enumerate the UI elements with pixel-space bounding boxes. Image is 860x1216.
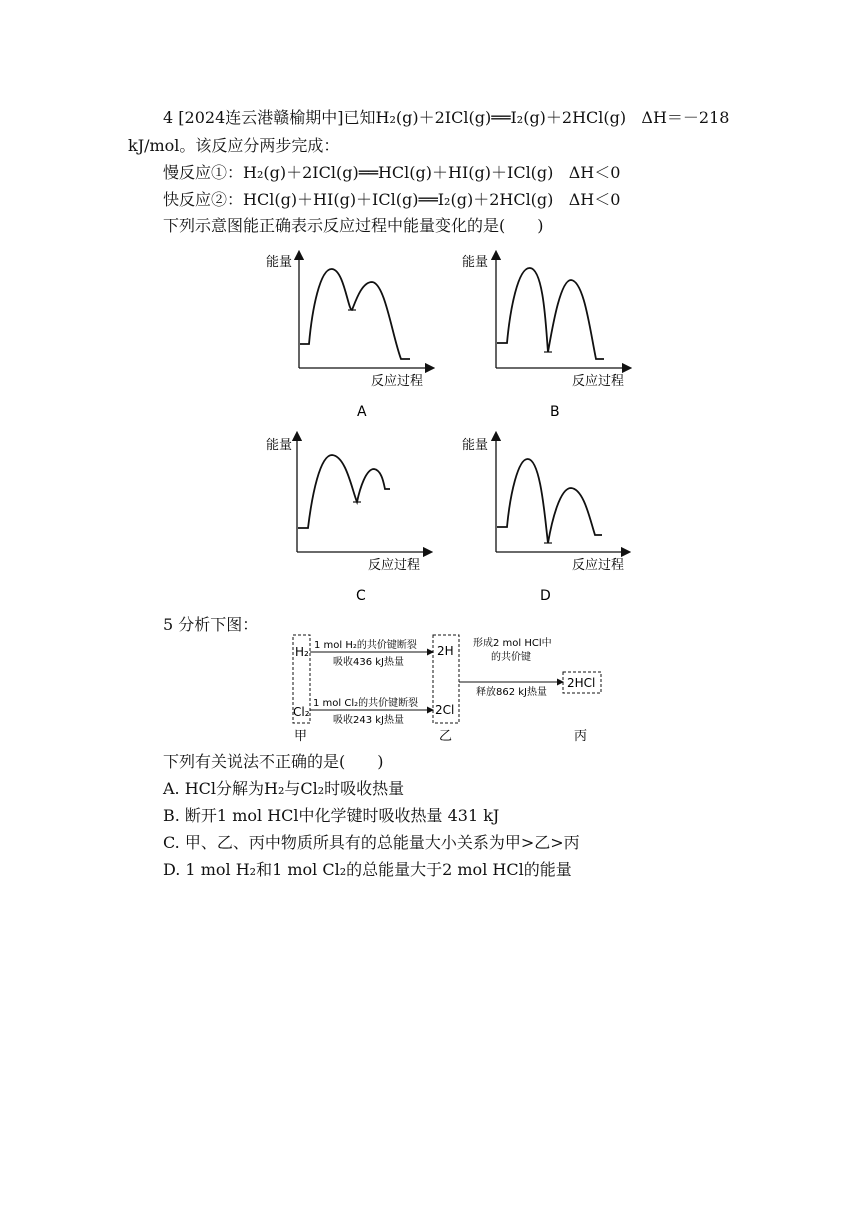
two-cl-label: 2Cl [435,703,455,717]
graph-a-option: A [357,404,367,420]
curve-c [298,455,390,528]
form-text-1: 形成2 mol HCl中 [473,638,552,649]
two-h-label: 2H [437,644,454,658]
curve-a [300,269,410,359]
curve-d [497,459,602,543]
graph-a-xlabel: 反应过程 [371,374,424,389]
cl2-break-text: 1 mol Cl₂的共价键断裂 [313,698,419,709]
q4-number: 4 [163,108,174,127]
form-text-2: 的共价键 [491,652,531,663]
h2-label: H₂ [295,645,309,659]
slow-enthalpy: ΔH＜0 [568,163,621,182]
q5-option-a: A. HCl分解为H₂与Cl₂时吸收热量 [163,779,405,798]
fast-label: 快反应②： [163,190,244,209]
fast-equation: HCl(g)＋HI(g)＋ICl(g)══I₂(g)＋2HCl(g) [243,190,554,209]
graph-c-ylabel: 能量 [266,438,293,453]
q4-main-equation: H₂(g)＋2ICl(g)══I₂(g)＋2HCl(g) [375,108,627,127]
q5-option-c: C. 甲、乙、丙中物质所具有的总能量大小关系为甲>乙>丙 [163,833,580,852]
graph-d [462,436,626,604]
h2-absorb-text: 吸收436 kJ热量 [333,657,405,668]
product-label: 2HCl [567,676,596,690]
q4-line-2: kJ/mol。该反应分两步完成： [128,136,340,155]
cl2-label: Cl₂ [293,705,310,719]
fast-enthalpy: ΔH＜0 [568,190,621,209]
q5-option-d: D. 1 mol H₂和1 mol Cl₂的总能量大于2 mol HCl的能量 [163,860,572,879]
label-yi: 乙 [439,729,453,744]
curve-b [497,268,604,359]
graph-b-option: B [550,404,560,420]
graph-d-xlabel: 反应过程 [572,558,625,573]
q5-question: 下列有关说法不正确的是( ) [163,752,384,771]
graph-c [266,436,428,604]
graph-d-option: D [540,588,551,604]
q4-question: 下列示意图能正确表示反应过程中能量变化的是( ) [163,216,544,235]
graph-a [266,254,430,420]
release-text: 释放862 kJ热量 [476,687,548,698]
slow-equation: H₂(g)＋2ICl(g)══HCl(g)＋HI(g)＋ICl(g) [243,163,554,182]
cl2-absorb-text: 吸收243 kJ热量 [333,715,405,726]
graph-b-ylabel: 能量 [462,255,489,270]
label-bing: 丙 [574,729,588,744]
graph-d-ylabel: 能量 [462,438,489,453]
graph-a-ylabel: 能量 [266,255,293,270]
graph-b-xlabel: 反应过程 [572,374,625,389]
slow-label: 慢反应①： [163,163,244,182]
q4-lead: 已知 [343,108,376,127]
h2-break-text: 1 mol H₂的共价键断裂 [314,640,417,651]
q4-source: [2024连云港赣榆期中] [178,108,344,127]
q5-heading: 5 分析下图： [163,615,259,634]
q4-main-enthalpy: ΔH＝－218 [641,108,730,127]
bond-energy-diagram [0,628,860,748]
graph-c-option: C [356,588,366,604]
q5-option-b: B. 断开1 mol HCl中化学键时吸收热量 431 kJ [163,806,500,825]
graph-c-xlabel: 反应过程 [368,558,421,573]
label-jia: 甲 [294,729,308,744]
graph-b [462,254,627,420]
